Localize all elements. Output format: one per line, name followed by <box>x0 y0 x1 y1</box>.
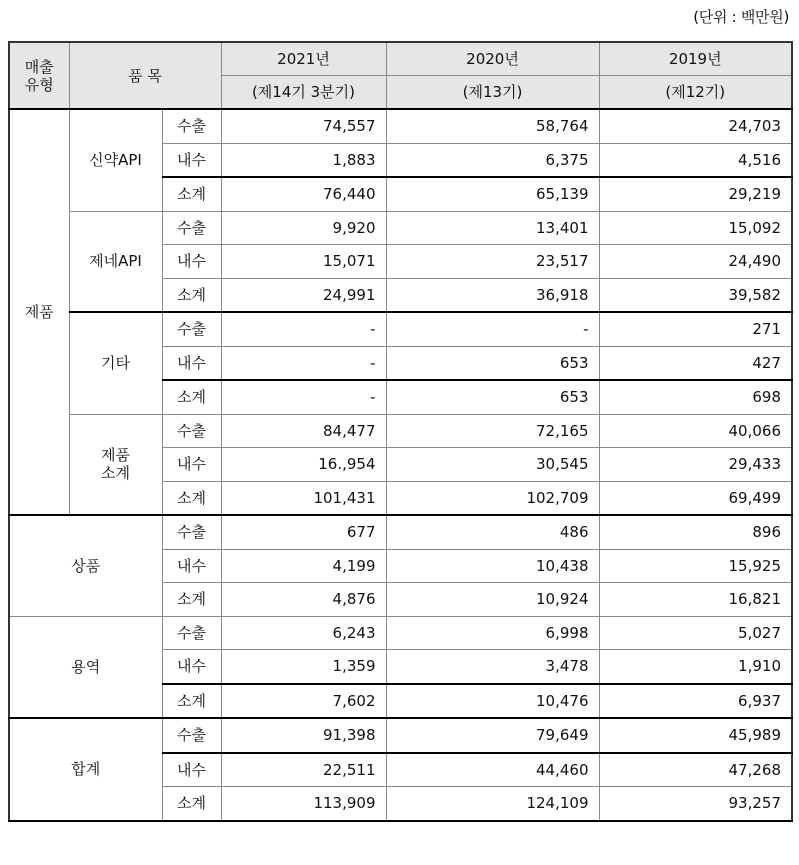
row-label: 수출 <box>162 211 221 245</box>
cell-value: 69,499 <box>599 481 792 515</box>
subgroup-new-drug-api: 신약API <box>69 109 162 211</box>
cell-value: 15,092 <box>599 211 792 245</box>
cell-value: 1,359 <box>221 650 386 684</box>
cell-value: 30,545 <box>386 448 599 482</box>
cell-value: 72,165 <box>386 414 599 448</box>
cell-value: 10,924 <box>386 583 599 617</box>
cell-value: 6,998 <box>386 616 599 650</box>
cell-value: 653 <box>386 380 599 414</box>
table-row <box>9 515 792 549</box>
cell-value: 45,989 <box>599 718 792 753</box>
cell-value: 3,478 <box>386 650 599 684</box>
cell-value: 113,909 <box>221 787 386 821</box>
cell-value: 6,375 <box>386 143 599 177</box>
cell-value: 74,557 <box>221 109 386 143</box>
cell-value: 896 <box>599 515 792 549</box>
header-sales-type-line2: 유형 <box>24 75 54 94</box>
cell-value: 91,398 <box>221 718 386 753</box>
cell-value: 124,109 <box>386 787 599 821</box>
cell-value: 486 <box>386 515 599 549</box>
header-sales-type-line1: 매출 <box>24 57 54 76</box>
row-label: 수출 <box>162 109 221 143</box>
cell-value: 4,199 <box>221 549 386 583</box>
cell-value: 36,918 <box>386 278 599 312</box>
row-label: 수출 <box>162 312 221 346</box>
cell-value: 427 <box>599 346 792 380</box>
header-item: 품 목 <box>69 42 221 109</box>
cell-value: 84,477 <box>221 414 386 448</box>
table-row <box>9 109 792 143</box>
cell-value: 15,925 <box>599 549 792 583</box>
cell-value: 101,431 <box>221 481 386 515</box>
cell-value: 79,649 <box>386 718 599 753</box>
cell-value: 6,243 <box>221 616 386 650</box>
table-header <box>9 42 792 109</box>
header-period-2020: (제13기) <box>386 76 599 110</box>
row-label: 내수 <box>162 448 221 482</box>
cell-value: 102,709 <box>386 481 599 515</box>
table-row <box>9 718 792 753</box>
header-sales-type <box>9 42 69 109</box>
cell-value: 5,027 <box>599 616 792 650</box>
header-period-2019: (제12기) <box>599 76 792 110</box>
row-label: 내수 <box>162 346 221 380</box>
cell-value: 40,066 <box>599 414 792 448</box>
cell-value: 47,268 <box>599 753 792 787</box>
cell-value: 13,401 <box>386 211 599 245</box>
row-label: 내수 <box>162 549 221 583</box>
cell-value: 1,910 <box>599 650 792 684</box>
row-label: 소계 <box>162 684 221 719</box>
cell-value: 653 <box>386 346 599 380</box>
subgroup-product-subtotal-line2: 소계 <box>101 464 130 483</box>
cell-value: 29,433 <box>599 448 792 482</box>
header-period-2021: (제14기 3분기) <box>221 76 386 110</box>
row-label: 소계 <box>162 481 221 515</box>
cell-value: 16.,954 <box>221 448 386 482</box>
table-body <box>9 109 792 821</box>
row-label: 내수 <box>162 143 221 177</box>
category-service: 용역 <box>9 616 162 718</box>
header-year-2020: 2020년 <box>386 42 599 76</box>
row-label: 소계 <box>162 278 221 312</box>
cell-value: 16,821 <box>599 583 792 617</box>
cell-value: 1,883 <box>221 143 386 177</box>
subgroup-product-subtotal-line1: 제품 <box>101 446 130 465</box>
cell-value: 15,071 <box>221 245 386 279</box>
table-row <box>9 312 792 346</box>
cell-value: 6,937 <box>599 684 792 719</box>
table-row <box>9 211 792 245</box>
cell-value: - <box>386 312 599 346</box>
row-label: 소계 <box>162 583 221 617</box>
row-label: 수출 <box>162 718 221 753</box>
row-label: 내수 <box>162 650 221 684</box>
category-product: 제품 <box>9 109 69 515</box>
row-label: 수출 <box>162 414 221 448</box>
header-year-2021: 2021년 <box>221 42 386 76</box>
cell-value: 29,219 <box>599 177 792 211</box>
cell-value: 24,703 <box>599 109 792 143</box>
row-label: 소계 <box>162 177 221 211</box>
cell-value: 9,920 <box>221 211 386 245</box>
header-year-2019: 2019년 <box>599 42 792 76</box>
cell-value: - <box>221 380 386 414</box>
cell-value: - <box>221 346 386 380</box>
row-label: 수출 <box>162 515 221 549</box>
unit-label: (단위 : 백만원) <box>693 8 789 26</box>
cell-value: 44,460 <box>386 753 599 787</box>
cell-value: 24,490 <box>599 245 792 279</box>
sales-table <box>8 41 793 822</box>
category-total: 합계 <box>9 718 162 821</box>
row-label: 소계 <box>162 380 221 414</box>
table-row <box>9 616 792 650</box>
cell-value: 22,511 <box>221 753 386 787</box>
cell-value: 7,602 <box>221 684 386 719</box>
subgroup-generic-api: 제네API <box>69 211 162 312</box>
cell-value: 58,764 <box>386 109 599 143</box>
cell-value: 4,876 <box>221 583 386 617</box>
cell-value: 4,516 <box>599 143 792 177</box>
cell-value: 76,440 <box>221 177 386 211</box>
cell-value: 24,991 <box>221 278 386 312</box>
cell-value: 271 <box>599 312 792 346</box>
subgroup-product-subtotal <box>69 414 162 515</box>
cell-value: 23,517 <box>386 245 599 279</box>
row-label: 소계 <box>162 787 221 821</box>
cell-value: 65,139 <box>386 177 599 211</box>
row-label: 수출 <box>162 616 221 650</box>
cell-value: 698 <box>599 380 792 414</box>
cell-value: 10,438 <box>386 549 599 583</box>
row-label: 내수 <box>162 245 221 279</box>
cell-value: 39,582 <box>599 278 792 312</box>
cell-value: 677 <box>221 515 386 549</box>
row-label: 내수 <box>162 753 221 787</box>
subgroup-other: 기타 <box>69 312 162 414</box>
cell-value: - <box>221 312 386 346</box>
cell-value: 10,476 <box>386 684 599 719</box>
category-merchandise: 상품 <box>9 515 162 616</box>
cell-value: 93,257 <box>599 787 792 821</box>
table-row <box>9 414 792 448</box>
